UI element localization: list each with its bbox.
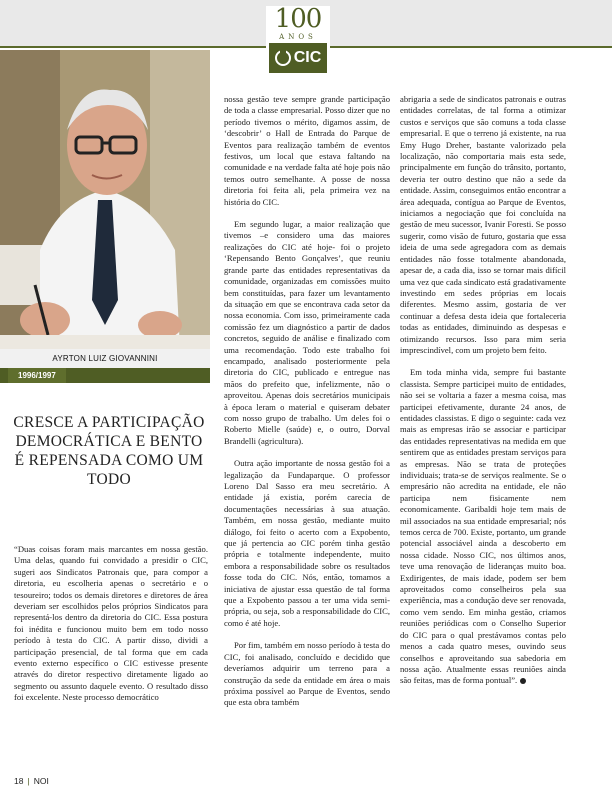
cic-100-anos-logo <box>266 6 330 76</box>
cic-mark-icon <box>275 50 291 66</box>
article-headline: CRESCE A PARTICIPAÇÃO DEMOCRÁTICA E BENTO É REPENSADA COMO UM TODO <box>13 414 205 488</box>
portrait-illustration <box>0 50 210 350</box>
period-label: 1996/1997 <box>8 368 66 383</box>
paragraph-text: Em toda minha vida, sempre fui bastante classista. Sempre participei muito de entidades, não sei se voltaria a fazer a mesma coisa, mas participei efetivamente, durante 24 anos, de entidades classistas. E digo o seguinte: cada vez mais as empresas irão se associar e participar das entidades representativas na medida em que sentirem que as entidades prestam serviços para as empresas. Não se trata de proteções individuais; trata-se de serviços realmente. Se o empresário não acredita na entidade, ele não participa nem fisicamente nem economicamente. Garibaldi hoje tem mais de mil associados na sua entidade empresarial; nós temos cerca de 700. Existe, portanto, um grande potencial associável ainda a descoberto em nossa cidade. Nosso CIC, nos últimos anos, teve uma renovação de lideranças muito boa. Exdirigentes, de mais idade, podem ser bem aproveitados como conselheiros pela sua experiência, mas a condução deve ser renovada, como vem sendo. Em minha gestão, criamos reuniões periódicas com o Conselho Superior do CIC para o qual prestávamos contas pelo menos a cada quatro meses, ouvindo seus conselhos e aproveitando sua sabedoria em nossa ação. Atualmente essas reuniões ainda são feitas, mas de forma pontual”. <box>400 367 566 686</box>
logo-anos-text: ANOS <box>279 33 317 41</box>
paragraph: Outra ação importante de nossa gestão foi a legalização da Fundaparque. O professor Loreno Dal Sasso era meu secretário. A entidade já existia, porém carecia de documentações necessárias à sua atuação. Também, em nossa gestão, mediante muito diálogo, foi feito o acerto com a Expobento, que já pertencia ao CIC porém tinha gestão própria e totalmente independente, muito embora a responsabilidade sobre os resultados fosse toda do CIC. Nós, então, tomamos a iniciativa de ajustar essa questão de tal forma que a Expobento passou a ter uma vida semi-própria, ou seja, sob a responsabilidade do CIC, como é até hoje. <box>224 458 390 628</box>
photo-caption: AYRTON LUIZ GIOVANNINI <box>0 349 210 368</box>
portrait-photo <box>0 50 210 368</box>
footer-separator: | <box>27 776 30 786</box>
paragraph <box>400 367 566 686</box>
page-number: 18 <box>14 776 24 786</box>
period-bar <box>0 368 210 383</box>
page-footer <box>14 776 49 786</box>
text-column-3 <box>400 94 566 698</box>
magazine-name: NOI <box>33 776 49 786</box>
paragraph: Em segundo lugar, a maior realização que tivemos –e considero uma das maiores realizações do CIC até hoje- foi o projeto ‘Repensando Bento Gonçalves’, que reuniu grande parte das entidades representativas da comunidade, organizadas em comissões muito bem constituídas, para fazer um levantamento da situação em que se encontrava cada setor da nossa economia. Com isso, primeiramente cada comissão fez um diagnóstico a partir de dados concretos, seguido de análise e finalizado com uma recomendação. Todo este trabalho foi encampado, analisado posteriormente pela diretoria do CIC, publicado e entregue nas mãos do prefeito que, infelizmente, não o aproveitou. Apenas dois secretários municipais à época leram o material e quiseram debater com nosso grupo de trabalho. Um deles foi o Roberto Mielle (saúde) e, o outro, Dorval Brandelli (agricultura). <box>224 219 390 446</box>
paragraph: nossa gestão teve sempre grande participação de toda a classe empresarial. Posso dizer que no período tivemos o mérito, digamos assim, de ‘descobrir’ o Hall de Entrada do Parque de Eventos para realização também de eventos festivos, um local que estava faltando na comunidade e na verdade falta até hoje pois não temos outro semelhante. A posse de nossa diretoria foi feita ali, pela primeira vez na história do CIC. <box>224 94 390 207</box>
end-mark-icon <box>520 678 526 684</box>
paragraph: “Duas coisas foram mais marcantes em nossa gestão. Uma delas, quando fui convidado a presidir o CIC, sugeri aos Sindicatos Patronais que, para compor a diretoria, eu escolheria apenas o secretário e o tesoureiro; todos os demais diretores e diretores de área deveriam ser escolhidos pelos próprios Sindicatos para representá-los dentro da diretoria do CIC. Essa postura foi inédita e funcionou muito bem em todo nosso período à testa do CIC. A partir disso, dividi a participação presencial, de tal forma que em cada evento externo específico o CIC estivesse presente através do diretor respectivo diretamente ligado ao segmento ou assunto daquele evento. O resultado disso foi excelente. Neste processo democrático <box>14 544 208 703</box>
text-column-2 <box>224 94 390 720</box>
logo-number: 100 <box>274 4 322 34</box>
text-column-1 <box>14 544 208 715</box>
logo-brand: CIC <box>293 49 322 66</box>
paragraph: Por fim, também em nosso período à testa do CIC, foi analisado, concluído e decidido que deveríamos adquirir um terreno para a construção da sede da entidade em área o mais próxima possível ao Parque de Eventos, sendo que esta obra também <box>224 640 390 708</box>
paragraph: abrigaria a sede de sindicatos patronais e outras entidades correlatas, de tal forma a otimizar custos e serviços que são comuns a toda classe empresarial. E que o terreno já existente, na rua Emy Hugo Dreher, bastante valorizado pela localização, não comportaria mais esta sede, principalmente em função do trânsito, portanto, deveria ter outro destino que não a sede da entidade. Assim, conseguimos então encontrar a área adequada, contígua ao Parque de Eventos, iniciamos a negociação que foi concluída na gestão de meu sucessor, Ivanir Foresti. Se posso sugerir, como visão de futuro, gostaria que essa ideia de uma sede agregadora com as demais entidades não fosse totalmente abandonada, apesar de, a cada dia, isso se tornar mais difícil uma vez que cada sindicato está gradativamente investindo em sedes próprias em locais diferentes. Mesmo assim, gostaria de ver continuar a defesa desta ideia que fortaleceria todas as entidades, diminuindo as despesas e otimizando recursos. Isso para mim seria imprescindível, com um projeto bem feito. <box>400 94 566 355</box>
cic-badge <box>269 43 327 73</box>
